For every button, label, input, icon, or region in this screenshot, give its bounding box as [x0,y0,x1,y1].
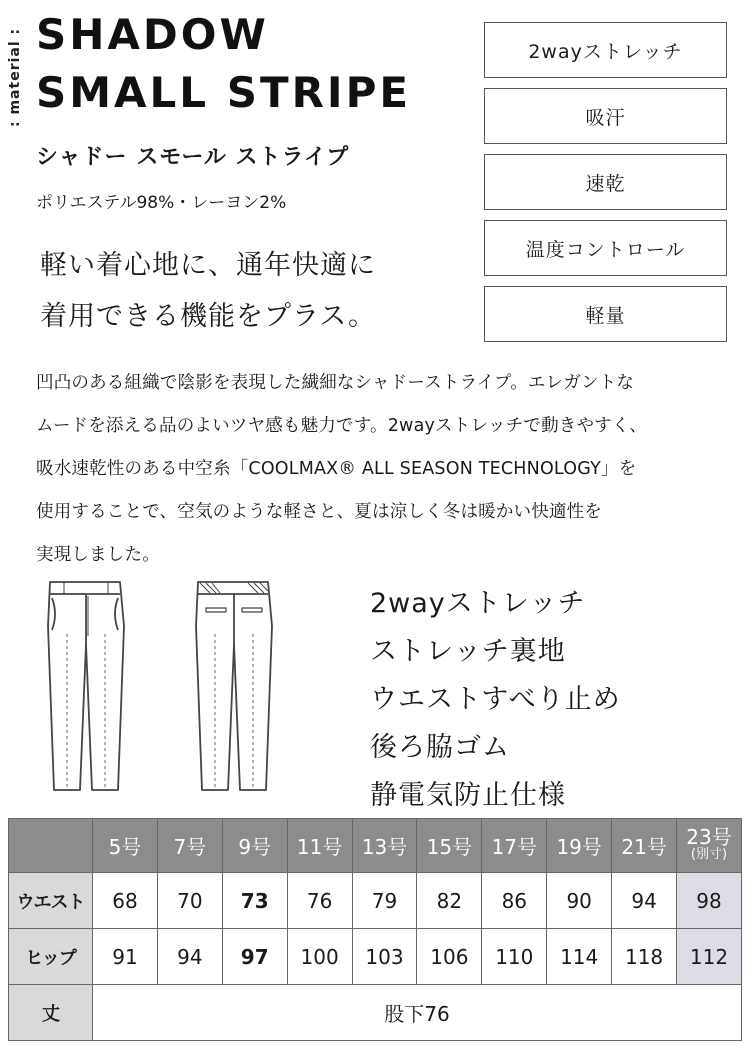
product-name-japanese: シャドー スモール ストライプ [36,145,350,170]
hip-cell: 114 [547,929,612,985]
feature-list [484,22,727,352]
waist-cell: 70 [157,873,222,929]
waist-cell-special: 98 [677,873,742,929]
hip-cell: 94 [157,929,222,985]
size-header-cell: 5号 [93,819,158,873]
catch-line-2: 着用できる機能をプラス。 [40,301,376,332]
waist-cell: 76 [287,873,352,929]
spec-list [370,580,621,820]
size-header-cell: 9号 [222,819,287,873]
waist-row-label: ウエスト [9,873,93,929]
hip-cell-special: 112 [677,929,742,985]
waist-cell: 86 [482,873,547,929]
length-row-label: 丈 [9,985,93,1041]
catch-copy [40,240,376,342]
hip-cell: 100 [287,929,352,985]
hip-cell: 106 [417,929,482,985]
waist-row [9,873,742,929]
spec-item: 後ろ脇ゴム [370,732,510,763]
hip-row [9,929,742,985]
waist-cell: 90 [547,873,612,929]
feature-quick-dry: 速乾 [484,154,727,210]
title-line-2: SMALL STRIPE [36,68,412,117]
size-header-cell: 21号 [612,819,677,873]
size-header-cell: 15号 [417,819,482,873]
spec-item: 2wayストレッチ [370,588,586,619]
pants-back-view [196,582,272,790]
size-header-row [9,819,742,873]
title-line-1: SHADOW [36,10,269,59]
length-row [9,985,742,1041]
size-header-corner [9,819,93,873]
catch-line-1: 軽い着心地に、通年快適に [40,250,376,281]
size-header-special [677,819,742,873]
size-header-cell: 7号 [157,819,222,873]
special-size-label: 23号 [686,824,732,849]
feature-temperature-control: 温度コントロール [484,220,727,276]
spec-item: 静電気防止仕様 [370,780,566,811]
hip-cell: 91 [93,929,158,985]
hip-cell: 118 [612,929,677,985]
size-header-cell: 19号 [547,819,612,873]
product-description [36,362,736,577]
product-title [36,6,411,122]
pants-front-view [48,582,124,790]
size-chart-table [8,818,742,1041]
feature-lightweight: 軽量 [484,286,727,342]
size-header-cell: 13号 [352,819,417,873]
spec-item: ストレッチ裏地 [370,636,566,667]
waist-cell: 94 [612,873,677,929]
fabric-composition: ポリエステル98%・レーヨン2% [36,193,287,213]
description-line: ムードを添える品のよいツヤ感も魅力です。2wayストレッチで動きやすく、 [36,416,647,436]
waist-cell: 73 [222,873,287,929]
description-line: 吸水速乾性のある中空糸「COOLMAX® ALL SEASON TECHNOLOGY」を [36,459,637,479]
hip-cell: 110 [482,929,547,985]
spec-item: ウエストすべり止め [370,684,621,715]
waist-cell: 68 [93,873,158,929]
description-line: 使用することで、空気のような軽さと、夏は涼しく冬は暖かい快適性を [36,502,603,522]
size-header-cell: 11号 [287,819,352,873]
feature-sweat-absorbing: 吸汗 [484,88,727,144]
special-size-note: (別寸) [690,846,728,862]
hip-cell: 97 [222,929,287,985]
waist-cell: 82 [417,873,482,929]
description-line: 凹凸のある組織で陰影を表現した繊細なシャドーストライプ。エレガントな [36,373,635,393]
description-line: 実現しました。 [36,545,160,565]
material-label: : material : [7,27,23,127]
length-value: 股下76 [93,985,742,1041]
hip-cell: 103 [352,929,417,985]
waist-cell: 79 [352,873,417,929]
pants-illustration [36,574,286,796]
hip-row-label: ヒップ [9,929,93,985]
size-header-cell: 17号 [482,819,547,873]
feature-stretch: 2wayストレッチ [484,22,727,78]
